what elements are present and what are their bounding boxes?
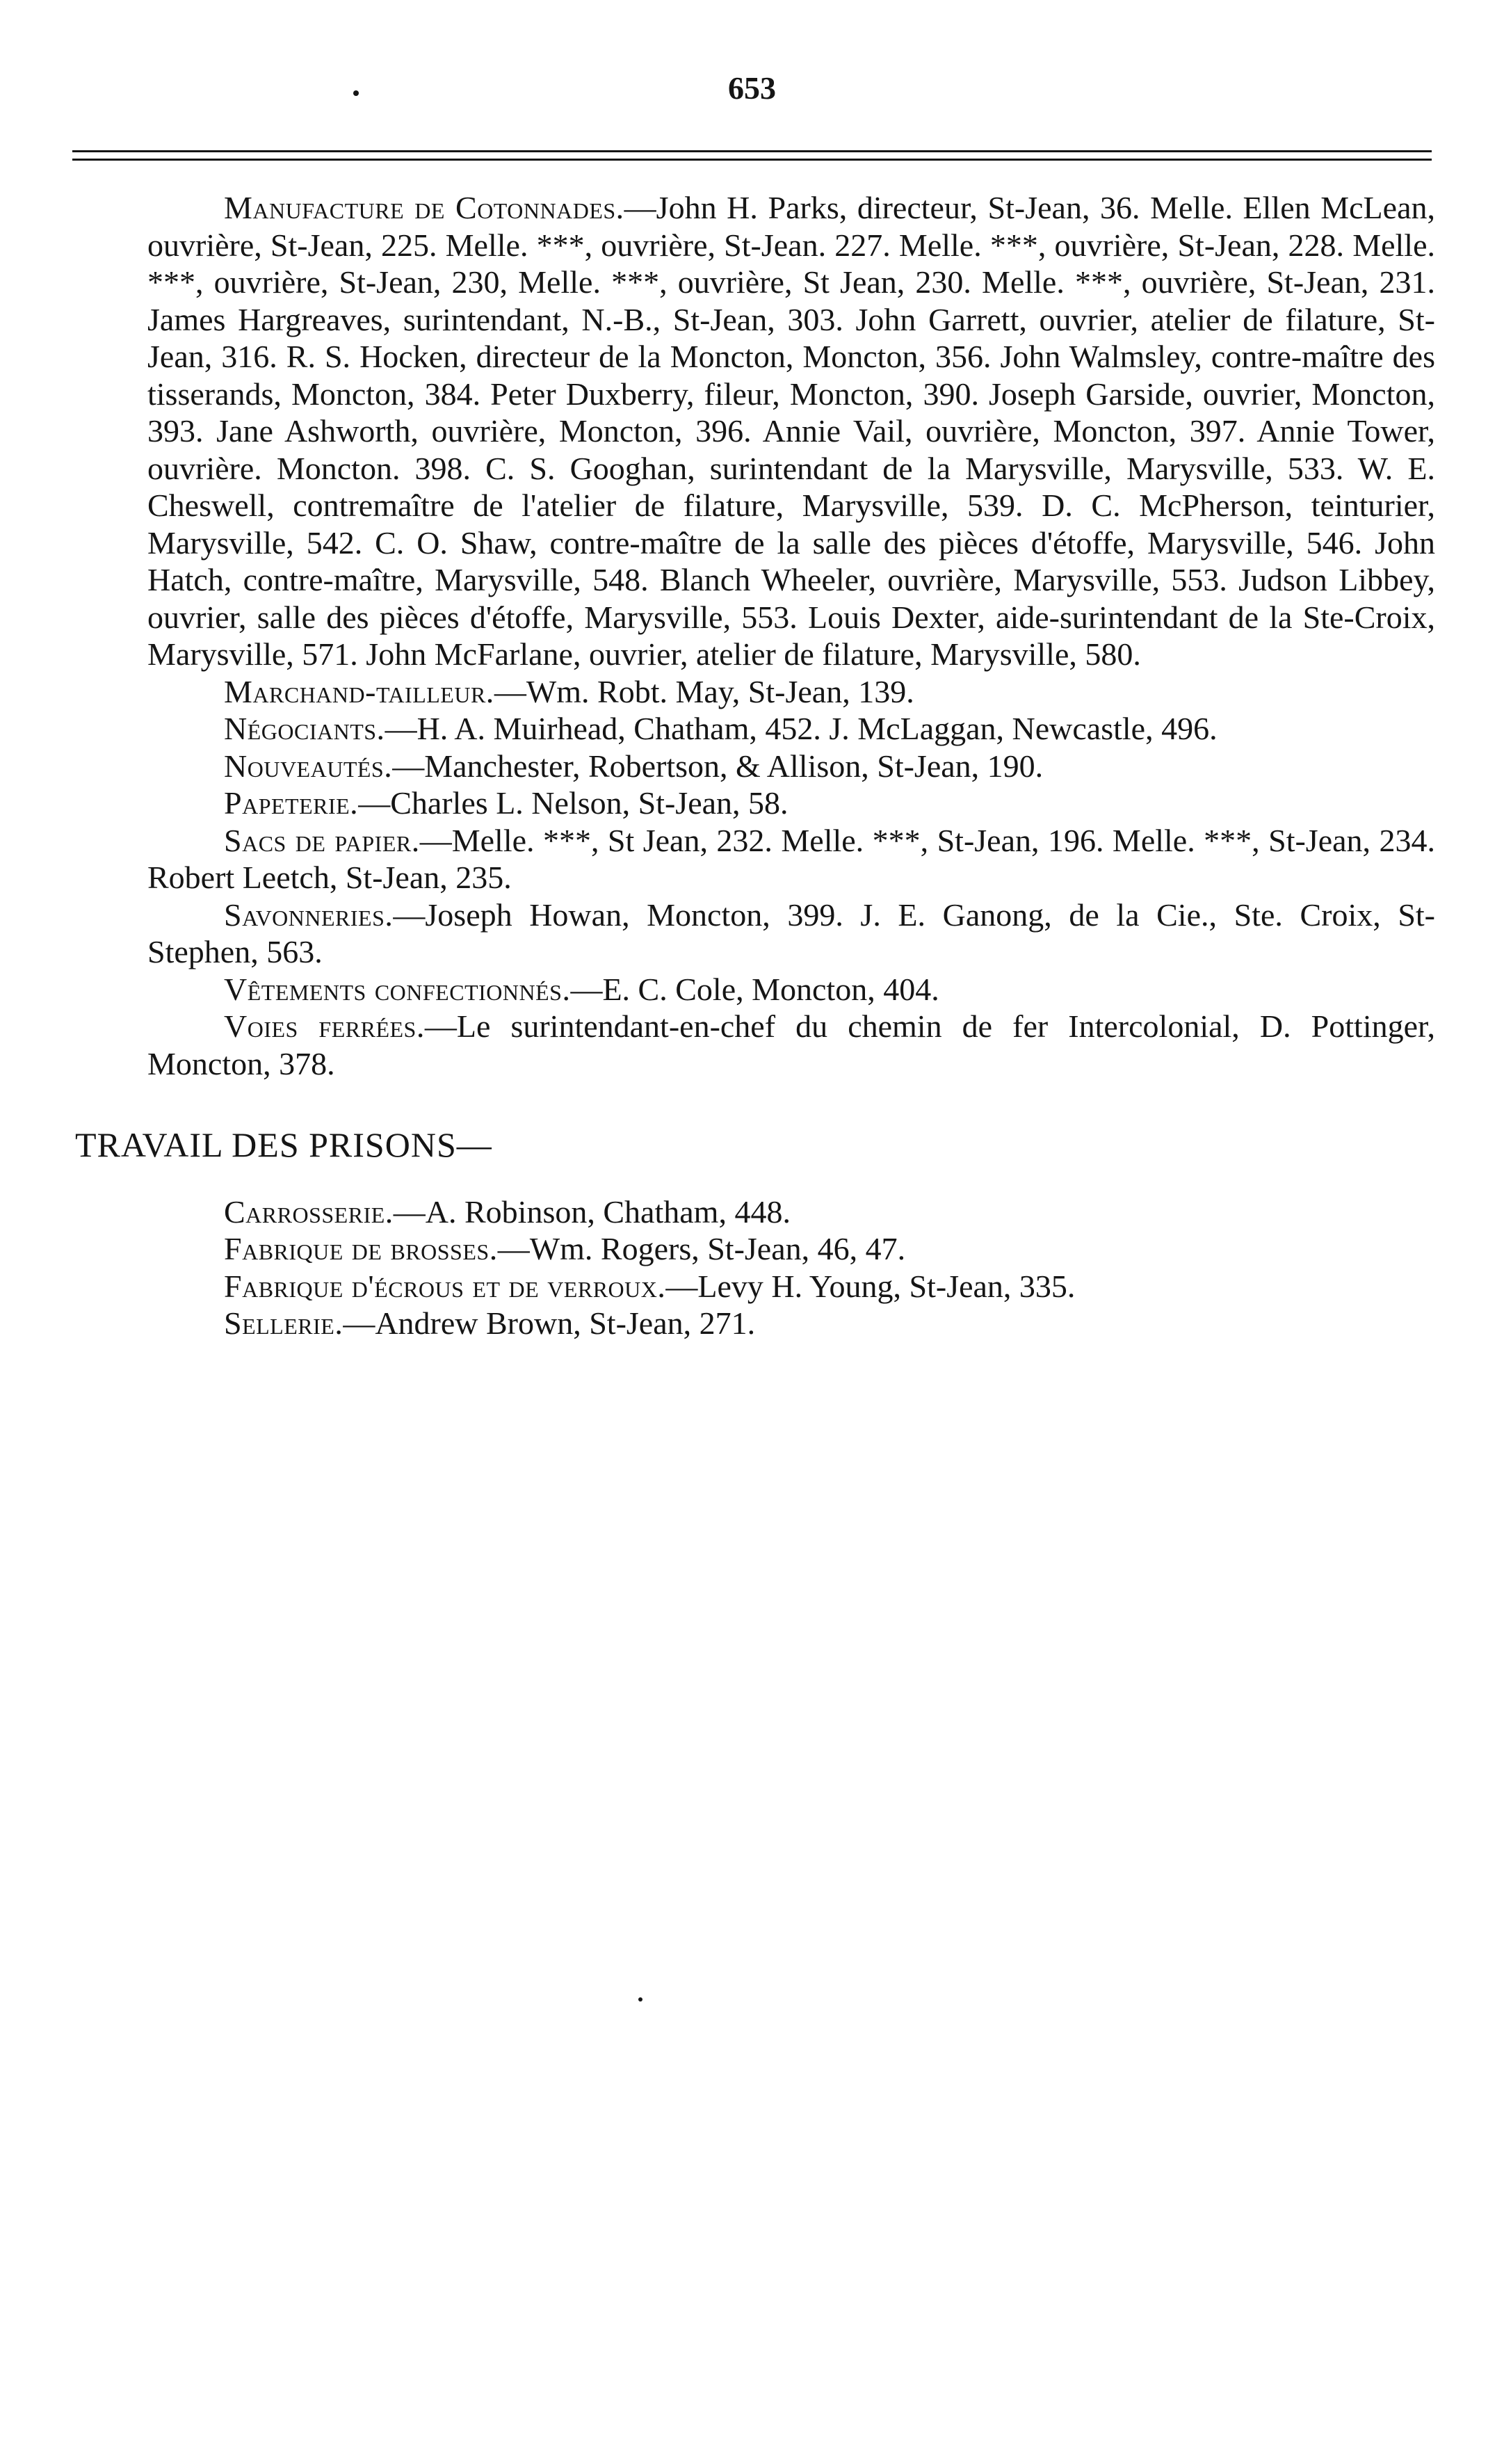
entry-category: Vêtements confectionnés. — [224, 971, 571, 1007]
section-heading-travail-des-prisons: TRAVAIL DES PRISONS— — [75, 1125, 492, 1164]
entry-text: —Melle. ***, St Jean, 232. Melle. ***, St-Jean, 196. Melle. ***, St-Jean, 234. Robert Leetch, St-Jean, 235. — [147, 822, 1435, 895]
entry-category: Nouveautés. — [224, 748, 393, 784]
print-speck — [638, 1997, 642, 2002]
entry-text: —Charles L. Nelson, St-Jean, 58. — [358, 785, 789, 821]
entry-sellerie — [147, 1305, 1435, 1342]
entry-vetements-confectionnes — [147, 971, 1435, 1008]
entry-fabrique-ecrous-verroux — [147, 1268, 1435, 1305]
page-number: 653 — [728, 70, 776, 106]
header-rule-bottom — [72, 159, 1432, 161]
entry-text: —Wm. Robt. May, St-Jean, 139. — [494, 673, 914, 709]
header-rule-top — [72, 150, 1432, 152]
entry-category: Fabrique de brosses. — [224, 1231, 498, 1266]
entry-nouveautes — [147, 748, 1435, 785]
entry-negociants — [147, 710, 1435, 748]
entry-text: —John H. Parks, directeur, St-Jean, 36. Melle. Ellen McLean, ouvrière, St-Jean, 225. Melle. ***, ouvrière, St-Jean. 227. Melle. ***, ouvrière, St-Jean, 228. Melle. ***, ouvrière, St-Jean, 230, Melle. ***, ouvrière, St Jean, 230. Melle. ***, ouvrière, St-Jean, 231. James Hargreaves, surintendant, N.-B., St-Jean, 303. John Garrett, ouvrier, atelier de filature, St-Jean, 316. R. S. Hocken, directeur de la Moncton, Moncton, 356. John Walmsley, contre-maître des tisserands, Moncton, 384. Peter Duxberry, fileur, Moncton, 390. Joseph Garside, ouvrier, Moncton, 393. Jane Ashworth, ouvrière, Moncton, 396. Annie Vail, ouvrière, Moncton, 397. Annie Tower, ouvrière. Moncton. 398. C. S. Googhan, surintendant de la Marysville, Marysville, 533. W. E. Cheswell, contremaître de l'atelier de filature, Marysville, 539. D. C. McPherson, teinturier, Marysville, 542. C. O. Shaw, contre-maître de la salle des pièces d'étoffe, Marysville, 546. John Hatch, contre-maître, Marysville, 548. Blanch Wheeler, ouvrière, Marysville, 553. Judson Libbey, ouvrier, salle des pièces d'étoffe, Marysville, 553. Louis Dexter, aide-surintendant de la Ste-Croix, Marysville, 571. John McFarlane, ouvrier, atelier de filature, Marysville, 580. — [147, 190, 1435, 672]
entry-text: —Joseph Howan, Moncton, 399. J. E. Ganong, de la Cie., Ste. Croix, St-Stephen, 563. — [147, 896, 1435, 969]
entry-text: —Andrew Brown, St-Jean, 271. — [343, 1305, 756, 1341]
entry-text: —A. Robinson, Chatham, 448. — [393, 1193, 791, 1230]
entry-category: Manufacture de Cotonnades. — [224, 190, 624, 225]
entry-category: Savonneries. — [224, 896, 394, 933]
entry-text: —H. A. Muirhead, Chatham, 452. J. McLaggan, Newcastle, 496. — [385, 711, 1218, 746]
entry-manufacture-cotonnades — [147, 189, 1435, 673]
entry-category: Papeterie. — [224, 785, 359, 821]
entry-text: —E. C. Cole, Moncton, 404. — [570, 971, 939, 1007]
entry-category: Carrosserie. — [224, 1193, 394, 1230]
entry-category: Négociants. — [224, 711, 385, 746]
entry-text: —Wm. Rogers, St-Jean, 46, 47. — [497, 1231, 906, 1266]
entry-category: Sacs de papier. — [224, 822, 420, 858]
entry-papeterie — [147, 784, 1435, 822]
entry-carrosserie — [147, 1193, 1435, 1231]
entry-category: Sellerie. — [224, 1305, 343, 1341]
entry-category: Voies ferrées. — [224, 1008, 425, 1044]
entry-marchand-tailleur — [147, 673, 1435, 711]
entry-savonneries — [147, 896, 1435, 971]
entry-text: —Manchester, Robertson, & Allison, St-Jean, 190. — [392, 748, 1044, 784]
entry-text: —Le surintendant-en-chef du chemin de fer Intercolonial, D. Pottinger, Moncton, 378. — [147, 1008, 1435, 1081]
entry-sacs-de-papier — [147, 822, 1435, 896]
entry-fabrique-de-brosses — [147, 1230, 1435, 1268]
page-body — [75, 189, 1435, 1342]
entry-category: Marchand-tailleur. — [224, 673, 494, 709]
entry-text: —Levy H. Young, St-Jean, 335. — [665, 1268, 1076, 1304]
entry-category: Fabrique d'écrous et de verroux. — [224, 1268, 666, 1304]
entry-voies-ferrees — [147, 1008, 1435, 1082]
